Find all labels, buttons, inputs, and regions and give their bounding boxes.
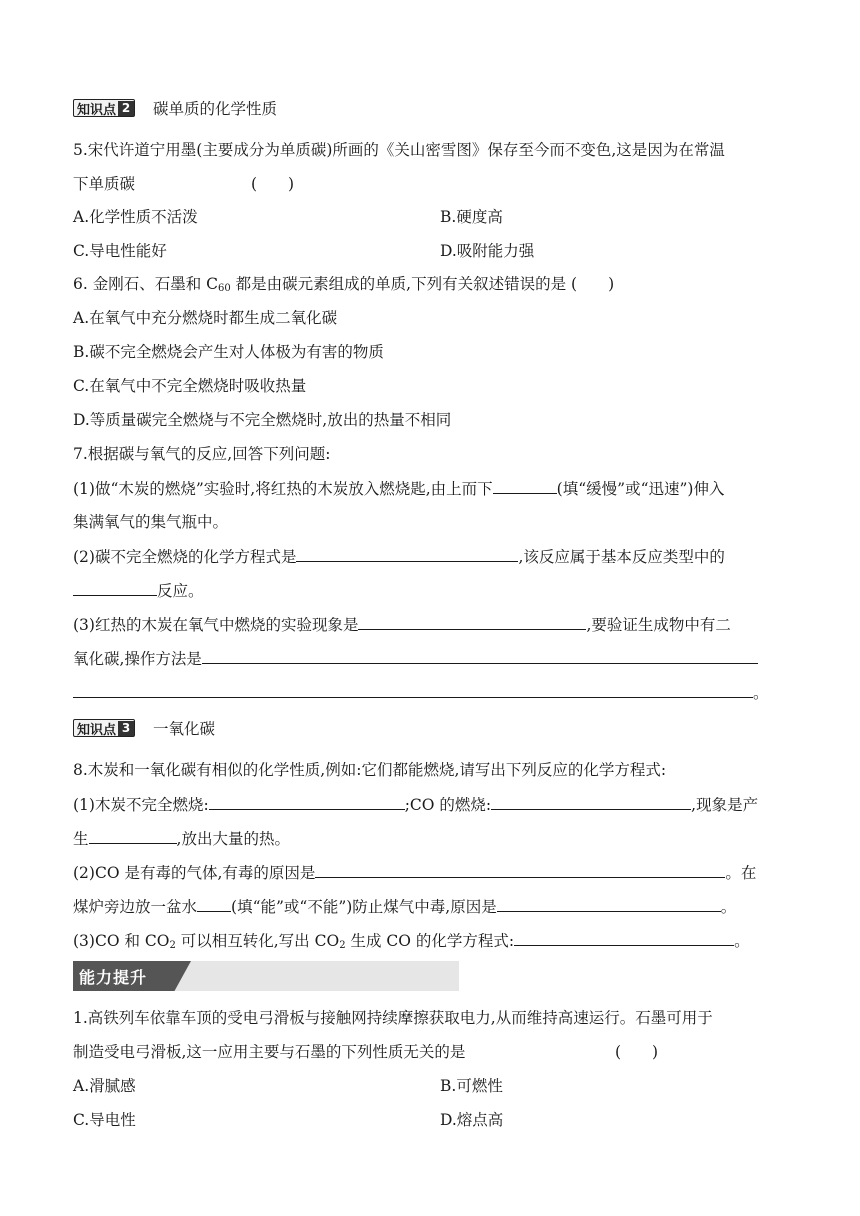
q8-part1-text: (1)木炭不完全燃烧: <box>73 796 209 814</box>
q7-part3-phenomenon-blank[interactable] <box>358 614 586 630</box>
knowledge-point-label: 知识点 <box>77 102 117 118</box>
q7-part3-end: 。 <box>753 684 769 702</box>
q8-part1-phenomenon-blank[interactable] <box>89 828 177 844</box>
a1-option-c: C.导电性 <box>73 1111 136 1129</box>
q5-option-a: A.化学性质不活泼 <box>73 208 198 226</box>
a1-stem-line1: 1.高铁列车依靠车顶的受电弓滑板与接触网持续摩擦获取电力,从而维持高速运行。石墨可用于 <box>73 1009 713 1027</box>
q6-stem-pre: 6. 金刚石、石墨和 C <box>73 275 219 293</box>
q5-stem-line2 <box>73 174 295 194</box>
q5-option-d: D.吸附能力强 <box>440 242 535 260</box>
q7-part3-method-blank[interactable] <box>202 648 758 664</box>
q8-part2-line2 <box>73 896 736 917</box>
q7-part1-line2: 集满氧气的集气瓶中。 <box>73 513 229 531</box>
q8-part3-subscript: 2 <box>169 940 176 951</box>
q8-part1-text-e: ,放出大量的热。 <box>176 830 290 848</box>
a1-stem-text: 制造受电弓滑板,这一应用主要与石墨的下列性质无关的是 <box>73 1043 466 1061</box>
q7-part2-equation-blank[interactable] <box>296 546 518 562</box>
knowledge-point-3-header <box>73 717 215 739</box>
knowledge-point-number: 3 <box>118 721 134 736</box>
q8-part2-reason-blank[interactable] <box>315 862 725 878</box>
q7-part2-text-c: 反应。 <box>157 582 204 600</box>
q8-part1-co-blank[interactable] <box>491 794 691 810</box>
q8-part3-equation-blank[interactable] <box>514 930 734 946</box>
q8-part2-line1 <box>73 862 756 883</box>
ability-banner-label: 能力提升 <box>79 968 148 987</box>
q8-part1-carbon-blank[interactable] <box>209 794 405 810</box>
q6-option-b: B.碳不完全燃烧会产生对人体极为有害的物质 <box>73 343 384 361</box>
q8-stem: 8.木炭和一氧化碳有相似的化学性质,例如:它们都能燃烧,请写出下列反应的化学方程式: <box>73 761 667 779</box>
knowledge-point-title: 碳单质的化学性质 <box>153 100 278 118</box>
q8-part3-end: 。 <box>734 932 750 950</box>
q8-part3-text-b: 可以相互转化,写出 CO <box>175 932 340 950</box>
q7-part1-text: (1)做“木炭的燃烧”实验时,将红热的木炭放入燃烧匙,由上而下 <box>73 480 493 498</box>
q8-part2-text-e: 。 <box>720 898 737 916</box>
q7-part1-blank[interactable] <box>493 478 557 494</box>
q7-part3-line2 <box>73 648 758 669</box>
q7-stem: 7.根据碳与氧气的反应,回答下列问题: <box>73 445 331 463</box>
q8-part2-text-c: 煤炉旁边放一盆水 <box>73 898 198 916</box>
q7-part2-type-blank[interactable] <box>73 580 157 596</box>
q5-stem-line1: 5.宋代许道宁用墨(主要成分为单质碳)所画的《关山密雪图》保存至今而不变色,这是因为在常温 <box>73 141 725 159</box>
knowledge-point-2-header <box>73 97 277 119</box>
q7-part2-line1 <box>73 546 725 567</box>
q8-part2-why-blank[interactable] <box>497 896 721 912</box>
q8-part1-line1 <box>73 794 758 815</box>
q6-stem-post: 都是由碳元素组成的单质,下列有关叙述错误的是 ( ) <box>230 275 615 293</box>
knowledge-point-number: 2 <box>118 101 134 116</box>
q7-part3-text: (3)红热的木炭在氧气中燃烧的实验现象是 <box>73 616 359 634</box>
a1-stem-line2 <box>73 1042 659 1062</box>
q8-part3-text-c: 生成 CO 的化学方程式: <box>345 932 515 950</box>
q6-stem <box>73 274 614 299</box>
knowledge-point-badge <box>73 99 135 117</box>
q7-part3-text-b: ,要验证生成物中有二 <box>586 616 731 634</box>
q7-part1-line1 <box>73 478 724 499</box>
q8-part3-subscript-2: 2 <box>339 940 346 951</box>
a1-option-d: D.熔点高 <box>440 1111 504 1129</box>
q8-part2-text-d: (填“能”或“不能”)防止煤气中毒,原因是 <box>231 898 497 916</box>
q8-part2-text: (2)CO 是有毒的气体,有毒的原因是 <box>73 864 316 882</box>
q7-part3-line3 <box>73 682 769 703</box>
q8-part1-line2 <box>73 828 290 849</box>
q8-part1-text-c: ,现象是产 <box>691 796 759 814</box>
q6-option-d: D.等质量碳完全燃烧与不完全燃烧时,放出的热量不相同 <box>73 411 452 429</box>
q7-part3-method-blank-2[interactable] <box>73 682 753 698</box>
a1-answer-paren[interactable]: ( ) <box>615 1043 659 1061</box>
q8-part1-text-d: 生 <box>73 830 89 848</box>
q6-option-a: A.在氧气中充分燃烧时都生成二氧化碳 <box>73 309 338 327</box>
knowledge-point-label: 知识点 <box>77 722 117 738</box>
q6-option-c: C.在氧气中不完全燃烧时吸收热量 <box>73 377 307 395</box>
a1-option-b: B.可燃性 <box>440 1077 503 1095</box>
q8-part1-text-b: ;CO 的燃烧: <box>404 796 492 814</box>
q7-part1-hint: (填“缓慢”或“迅速”)伸入 <box>556 480 725 498</box>
q5-stem-text: 下单质碳 <box>73 175 136 193</box>
knowledge-point-badge <box>73 719 135 737</box>
q5-option-b: B.硬度高 <box>440 208 503 226</box>
q5-answer-paren[interactable]: ( ) <box>251 175 295 193</box>
q8-part3-line1 <box>73 930 750 956</box>
knowledge-point-title: 一氧化碳 <box>153 720 216 738</box>
a1-option-a: A.滑腻感 <box>73 1077 136 1095</box>
q8-part2-can-blank[interactable] <box>197 896 231 912</box>
ability-section-banner <box>73 961 459 991</box>
q7-part2-line2 <box>73 580 204 601</box>
q5-option-c: C.导电性能好 <box>73 242 167 260</box>
q7-part3-line1 <box>73 614 731 635</box>
q8-part3-text: (3)CO 和 CO <box>73 932 170 950</box>
q8-part2-text-b: 。在 <box>725 864 757 882</box>
q6-subscript: 60 <box>218 283 231 294</box>
q7-part3-text-c: 氧化碳,操作方法是 <box>73 650 202 668</box>
q7-part2-text: (2)碳不完全燃烧的化学方程式是 <box>73 548 297 566</box>
q7-part2-text-b: ,该反应属于基本反应类型中的 <box>518 548 725 566</box>
